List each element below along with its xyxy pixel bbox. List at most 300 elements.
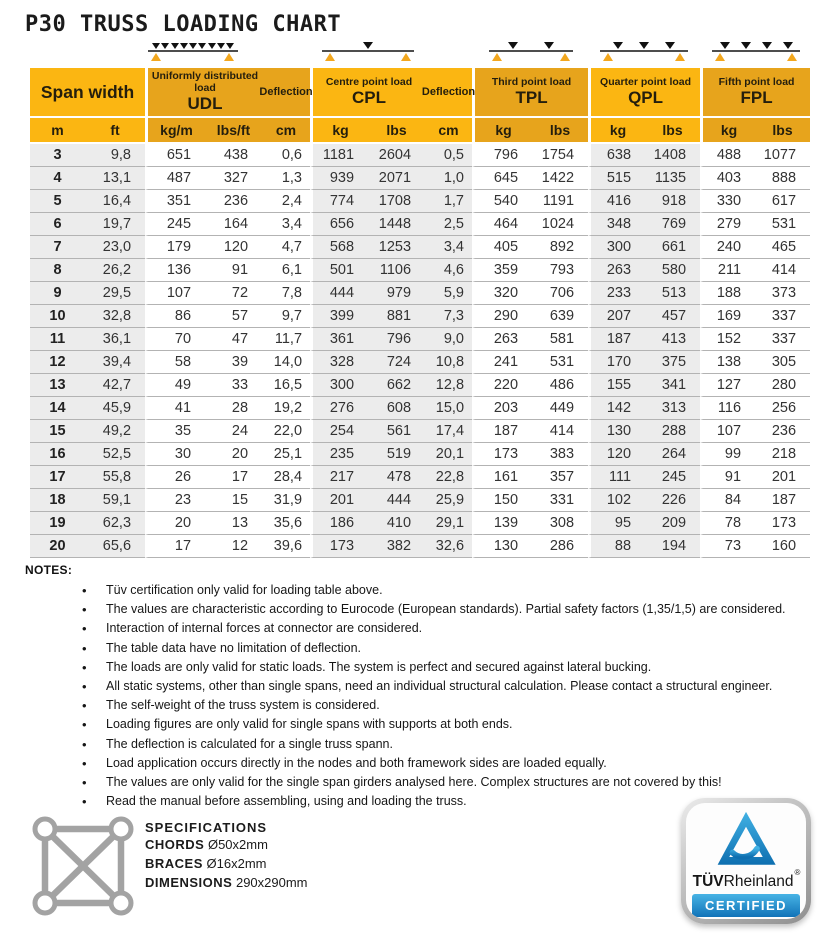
table-cell: 57 xyxy=(205,305,262,328)
table-row xyxy=(30,167,810,190)
table-cell: 155 xyxy=(588,374,645,397)
tuv-brand-text: TÜVRheinland® xyxy=(692,868,801,891)
table-cell: 120 xyxy=(205,236,262,259)
table-cell: 286 xyxy=(532,535,588,558)
table-cell: 88 xyxy=(588,535,645,558)
table-row xyxy=(30,190,810,213)
table-cell: 416 xyxy=(588,190,645,213)
table-cell: 7,3 xyxy=(425,305,472,328)
table-cell: 288 xyxy=(645,420,700,443)
table-cell: 17,4 xyxy=(425,420,472,443)
down-arrow-icon xyxy=(639,42,649,49)
table-cell: 2,5 xyxy=(425,213,472,236)
table-cell: 7,8 xyxy=(262,282,310,305)
table-cell: 403 xyxy=(700,167,755,190)
table-cell: 2071 xyxy=(368,167,425,190)
table-cell: 49 xyxy=(145,374,205,397)
table-cell: 22,0 xyxy=(262,420,310,443)
table-cell: 240 xyxy=(700,236,755,259)
col-group-udl-deflection: Deflection xyxy=(262,68,310,118)
down-arrow-icon xyxy=(508,42,518,49)
table-cell: 1,7 xyxy=(425,190,472,213)
table-cell: 245 xyxy=(645,466,700,489)
table-cell: 16,5 xyxy=(262,374,310,397)
table-cell: 130 xyxy=(472,535,532,558)
table-cell: 170 xyxy=(588,351,645,374)
table-cell: 17 xyxy=(30,466,85,489)
table-row xyxy=(30,374,810,397)
table-cell: 513 xyxy=(645,282,700,305)
table-cell: 19 xyxy=(30,512,85,535)
table-cell: 187 xyxy=(588,328,645,351)
table-cell: 236 xyxy=(205,190,262,213)
page-title: P30 TRUSS LOADING CHART xyxy=(25,12,342,37)
beam-line xyxy=(600,50,688,52)
table-cell: 19,2 xyxy=(262,397,310,420)
table-cell: 263 xyxy=(588,259,645,282)
table-cell: 488 xyxy=(700,144,755,167)
unit-header-cell: lbs xyxy=(532,118,588,144)
table-cell: 203 xyxy=(472,397,532,420)
table-row xyxy=(30,420,810,443)
col-group-cpl: Centre point load CPL xyxy=(310,68,425,118)
table-cell: 70 xyxy=(145,328,205,351)
table-cell: 24 xyxy=(205,420,262,443)
table-cell: 279 xyxy=(700,213,755,236)
table-row xyxy=(30,397,810,420)
unit-header-cell: kg xyxy=(588,118,645,144)
table-cell: 361 xyxy=(310,328,368,351)
table-cell: 22,8 xyxy=(425,466,472,489)
table-cell: 139 xyxy=(472,512,532,535)
table-cell: 414 xyxy=(755,259,810,282)
table-cell: 11,7 xyxy=(262,328,310,351)
table-cell: 1708 xyxy=(368,190,425,213)
support-triangle-icon xyxy=(492,53,502,61)
table-row xyxy=(30,489,810,512)
table-cell: 39,4 xyxy=(85,351,145,374)
table-cell: 405 xyxy=(472,236,532,259)
unit-header-cell: ft xyxy=(85,118,145,144)
table-cell: 280 xyxy=(755,374,810,397)
table-cell: 30 xyxy=(145,443,205,466)
table-cell: 245 xyxy=(145,213,205,236)
table-cell: 218 xyxy=(755,443,810,466)
table-cell: 28 xyxy=(205,397,262,420)
down-arrow-icon xyxy=(741,42,751,49)
table-cell: 58 xyxy=(145,351,205,374)
table-cell: 23,0 xyxy=(85,236,145,259)
down-arrow-icon xyxy=(544,42,554,49)
table-cell: 15,0 xyxy=(425,397,472,420)
udl-load-diagram-icon xyxy=(148,41,238,61)
table-cell: 1,0 xyxy=(425,167,472,190)
footer xyxy=(0,806,840,951)
table-cell: 86 xyxy=(145,305,205,328)
table-cell: 645 xyxy=(472,167,532,190)
down-arrow-icon xyxy=(171,43,179,49)
table-cell: 111 xyxy=(588,466,645,489)
table-cell: 187 xyxy=(472,420,532,443)
table-cell: 939 xyxy=(310,167,368,190)
table-cell: 11 xyxy=(30,328,85,351)
table-cell: 13 xyxy=(205,512,262,535)
note-item: • Interaction of internal forces at connector are considered. xyxy=(82,619,825,638)
table-cell: 373 xyxy=(755,282,810,305)
table-cell: 36,1 xyxy=(85,328,145,351)
table-cell: 1754 xyxy=(532,144,588,167)
table-cell: 308 xyxy=(532,512,588,535)
table-cell: 486 xyxy=(532,374,588,397)
table-cell: 25,9 xyxy=(425,489,472,512)
note-item: • The values are only valid for the single span girders analysed here. Complex structures are not covered by this! xyxy=(82,773,825,792)
table-cell: 351 xyxy=(145,190,205,213)
table-cell: 26 xyxy=(145,466,205,489)
table-cell: 661 xyxy=(645,236,700,259)
notes-section xyxy=(25,563,825,811)
table-cell: 47 xyxy=(205,328,262,351)
tuv-triangle-logo-icon xyxy=(713,810,779,868)
table-cell: 107 xyxy=(700,420,755,443)
table-cell: 41 xyxy=(145,397,205,420)
note-item: • Tüv certification only valid for loading table above. xyxy=(82,581,825,600)
unit-header-cell: lbs xyxy=(368,118,425,144)
down-arrow-icon xyxy=(208,43,216,49)
support-triangle-icon xyxy=(715,53,725,61)
table-cell: 341 xyxy=(645,374,700,397)
table-cell: 375 xyxy=(645,351,700,374)
down-arrow-icon xyxy=(152,43,160,49)
table-row xyxy=(30,144,810,167)
table-cell: 8 xyxy=(30,259,85,282)
table-cell: 501 xyxy=(310,259,368,282)
col-group-span-width: Span width xyxy=(30,68,145,118)
table-cell: 892 xyxy=(532,236,588,259)
table-cell: 12,8 xyxy=(425,374,472,397)
table-cell: 5 xyxy=(30,190,85,213)
unit-header-cell: kg/m xyxy=(145,118,205,144)
table-cell: 793 xyxy=(532,259,588,282)
table-cell: 20 xyxy=(205,443,262,466)
col-group-fpl: Fifth point load FPL xyxy=(700,68,810,118)
table-cell: 78 xyxy=(700,512,755,535)
table-cell: 17 xyxy=(205,466,262,489)
table-cell: 26,2 xyxy=(85,259,145,282)
beam-line xyxy=(712,50,800,52)
table-cell: 173 xyxy=(472,443,532,466)
unit-header-cell: lbs xyxy=(755,118,810,144)
support-triangle-icon xyxy=(675,53,685,61)
beam-line xyxy=(322,50,414,52)
table-cell: 918 xyxy=(645,190,700,213)
table-cell: 1181 xyxy=(310,144,368,167)
table-cell: 152 xyxy=(700,328,755,351)
table-cell: 6 xyxy=(30,213,85,236)
table-cell: 0,5 xyxy=(425,144,472,167)
table-cell: 161 xyxy=(472,466,532,489)
support-triangle-icon xyxy=(401,53,411,61)
table-cell: 150 xyxy=(472,489,532,512)
table-row xyxy=(30,213,810,236)
loading-table xyxy=(30,68,810,558)
spec-braces: BRACES Ø16x2mm xyxy=(145,856,267,871)
table-cell: 14 xyxy=(30,397,85,420)
down-arrow-icon xyxy=(762,42,772,49)
table-row xyxy=(30,259,810,282)
fpl-load-diagram-icon xyxy=(712,41,800,61)
table-cell: 42,7 xyxy=(85,374,145,397)
unit-header-row xyxy=(30,118,810,144)
qpl-load-diagram-icon xyxy=(600,41,688,61)
table-cell: 1191 xyxy=(532,190,588,213)
table-cell: 179 xyxy=(145,236,205,259)
table-cell: 14,0 xyxy=(262,351,310,374)
table-cell: 1448 xyxy=(368,213,425,236)
tuv-certified-badge xyxy=(681,798,811,924)
table-cell: 13,1 xyxy=(85,167,145,190)
notes-list xyxy=(25,581,825,811)
table-row xyxy=(30,466,810,489)
support-triangle-icon xyxy=(560,53,570,61)
table-cell: 12 xyxy=(30,351,85,374)
table-cell: 438 xyxy=(205,144,262,167)
table-cell: 561 xyxy=(368,420,425,443)
table-cell: 187 xyxy=(755,489,810,512)
table-cell: 236 xyxy=(755,420,810,443)
table-cell: 23 xyxy=(145,489,205,512)
table-cell: 531 xyxy=(755,213,810,236)
spec-chords: CHORDS Ø50x2mm xyxy=(145,837,268,852)
down-arrow-icon xyxy=(217,43,225,49)
table-cell: 337 xyxy=(755,305,810,328)
table-cell: 276 xyxy=(310,397,368,420)
table-cell: 313 xyxy=(645,397,700,420)
support-triangle-icon xyxy=(224,53,234,61)
table-cell: 169 xyxy=(700,305,755,328)
table-cell: 15 xyxy=(30,420,85,443)
table-cell: 769 xyxy=(645,213,700,236)
table-cell: 449 xyxy=(532,397,588,420)
table-cell: 55,8 xyxy=(85,466,145,489)
unit-header-cell: lbs xyxy=(645,118,700,144)
table-cell: 59,1 xyxy=(85,489,145,512)
table-cell: 540 xyxy=(472,190,532,213)
table-cell: 31,9 xyxy=(262,489,310,512)
table-cell: 188 xyxy=(700,282,755,305)
table-cell: 18 xyxy=(30,489,85,512)
unit-header-cell: cm xyxy=(425,118,472,144)
table-cell: 444 xyxy=(368,489,425,512)
table-cell: 383 xyxy=(532,443,588,466)
table-cell: 608 xyxy=(368,397,425,420)
table-cell: 116 xyxy=(700,397,755,420)
support-triangle-icon xyxy=(787,53,797,61)
table-row xyxy=(30,351,810,374)
note-item: • Read the manual before assembling, using and loading the truss. xyxy=(82,792,825,811)
table-cell: 465 xyxy=(755,236,810,259)
table-cell: 519 xyxy=(368,443,425,466)
table-cell: 99 xyxy=(700,443,755,466)
table-cell: 35,6 xyxy=(262,512,310,535)
table-cell: 320 xyxy=(472,282,532,305)
table-cell: 796 xyxy=(368,328,425,351)
table-cell: 72 xyxy=(205,282,262,305)
table-cell: 478 xyxy=(368,466,425,489)
table-cell: 1077 xyxy=(755,144,810,167)
table-cell: 1422 xyxy=(532,167,588,190)
down-arrow-icon xyxy=(665,42,675,49)
table-cell: 91 xyxy=(700,466,755,489)
truss-cross-section-icon xyxy=(28,814,138,918)
beam-line xyxy=(148,50,238,52)
table-cell: 136 xyxy=(145,259,205,282)
table-cell: 62,3 xyxy=(85,512,145,535)
table-cell: 7 xyxy=(30,236,85,259)
col-group-cpl-deflection: Deflection xyxy=(425,68,472,118)
table-cell: 1106 xyxy=(368,259,425,282)
table-cell: 107 xyxy=(145,282,205,305)
table-cell: 20 xyxy=(145,512,205,535)
table-cell: 568 xyxy=(310,236,368,259)
table-cell: 211 xyxy=(700,259,755,282)
col-group-qpl: Quarter point load QPL xyxy=(588,68,700,118)
table-cell: 20 xyxy=(30,535,85,558)
table-cell: 186 xyxy=(310,512,368,535)
table-cell: 656 xyxy=(310,213,368,236)
table-cell: 4,6 xyxy=(425,259,472,282)
table-cell: 638 xyxy=(588,144,645,167)
support-triangle-icon xyxy=(603,53,613,61)
table-cell: 1,3 xyxy=(262,167,310,190)
table-cell: 359 xyxy=(472,259,532,282)
table-cell: 2604 xyxy=(368,144,425,167)
table-cell: 410 xyxy=(368,512,425,535)
unit-header-cell: lbs/ft xyxy=(205,118,262,144)
table-cell: 3,4 xyxy=(262,213,310,236)
table-cell: 39,6 xyxy=(262,535,310,558)
table-cell: 444 xyxy=(310,282,368,305)
load-diagrams xyxy=(0,41,840,67)
table-cell: 9,7 xyxy=(262,305,310,328)
table-cell: 33 xyxy=(205,374,262,397)
table-cell: 120 xyxy=(588,443,645,466)
table-cell: 888 xyxy=(755,167,810,190)
table-cell: 256 xyxy=(755,397,810,420)
table-cell: 580 xyxy=(645,259,700,282)
unit-header-cell: m xyxy=(30,118,85,144)
table-cell: 173 xyxy=(755,512,810,535)
table-cell: 457 xyxy=(645,305,700,328)
table-cell: 254 xyxy=(310,420,368,443)
table-cell: 290 xyxy=(472,305,532,328)
table-cell: 348 xyxy=(588,213,645,236)
table-row xyxy=(30,305,810,328)
table-cell: 3,4 xyxy=(425,236,472,259)
table-cell: 194 xyxy=(645,535,700,558)
table-cell: 651 xyxy=(145,144,205,167)
table-cell: 581 xyxy=(532,328,588,351)
table-cell: 464 xyxy=(472,213,532,236)
table-cell: 639 xyxy=(532,305,588,328)
table-cell: 617 xyxy=(755,190,810,213)
table-cell: 52,5 xyxy=(85,443,145,466)
down-arrow-icon xyxy=(189,43,197,49)
table-cell: 4,7 xyxy=(262,236,310,259)
table-row xyxy=(30,443,810,466)
table-cell: 5,9 xyxy=(425,282,472,305)
note-item: • All static systems, other than single spans, need an individual structural calculation. Please contact a structural engineer. xyxy=(82,677,825,696)
table-cell: 241 xyxy=(472,351,532,374)
table-cell: 300 xyxy=(588,236,645,259)
table-cell: 16 xyxy=(30,443,85,466)
down-arrow-icon xyxy=(613,42,623,49)
table-row xyxy=(30,512,810,535)
down-arrow-icon xyxy=(180,43,188,49)
table-cell: 6,1 xyxy=(262,259,310,282)
table-cell: 209 xyxy=(645,512,700,535)
table-cell: 45,9 xyxy=(85,397,145,420)
table-row xyxy=(30,328,810,351)
table-cell: 16,4 xyxy=(85,190,145,213)
note-item: • The loads are only valid for static loads. The system is perfect and secured against lateral bucking. xyxy=(82,658,825,677)
col-group-udl: Uniformly distributed load UDL xyxy=(145,68,262,118)
table-cell: 84 xyxy=(700,489,755,512)
table-row xyxy=(30,535,810,558)
table-cell: 95 xyxy=(588,512,645,535)
table-cell: 201 xyxy=(755,466,810,489)
table-cell: 130 xyxy=(588,420,645,443)
table-cell: 264 xyxy=(645,443,700,466)
table-row xyxy=(30,236,810,259)
support-triangle-icon xyxy=(151,53,161,61)
note-item: • Load application occurs directly in the nodes and both framework sides are loaded equally. xyxy=(82,754,825,773)
table-cell: 979 xyxy=(368,282,425,305)
table-cell: 881 xyxy=(368,305,425,328)
table-cell: 19,7 xyxy=(85,213,145,236)
table-cell: 328 xyxy=(310,351,368,374)
notes-heading: NOTES: xyxy=(25,563,73,577)
table-cell: 39 xyxy=(205,351,262,374)
table-cell: 32,6 xyxy=(425,535,472,558)
table-cell: 12 xyxy=(205,535,262,558)
table-cell: 235 xyxy=(310,443,368,466)
table-cell: 305 xyxy=(755,351,810,374)
table-cell: 357 xyxy=(532,466,588,489)
table-cell: 28,4 xyxy=(262,466,310,489)
table-cell: 330 xyxy=(700,190,755,213)
note-item: • The deflection is calculated for a single truss spann. xyxy=(82,735,825,754)
down-arrow-icon xyxy=(720,42,730,49)
table-cell: 10 xyxy=(30,305,85,328)
table-cell: 706 xyxy=(532,282,588,305)
table-cell: 73 xyxy=(700,535,755,558)
table-cell: 1253 xyxy=(368,236,425,259)
table-cell: 662 xyxy=(368,374,425,397)
table-cell: 65,6 xyxy=(85,535,145,558)
table-cell: 487 xyxy=(145,167,205,190)
table-cell: 102 xyxy=(588,489,645,512)
table-cell: 531 xyxy=(532,351,588,374)
support-triangle-icon xyxy=(325,53,335,61)
table-cell: 2,4 xyxy=(262,190,310,213)
table-cell: 173 xyxy=(310,535,368,558)
table-cell: 4 xyxy=(30,167,85,190)
table-cell: 399 xyxy=(310,305,368,328)
table-cell: 9 xyxy=(30,282,85,305)
table-cell: 1135 xyxy=(645,167,700,190)
table-cell: 160 xyxy=(755,535,810,558)
table-cell: 796 xyxy=(472,144,532,167)
